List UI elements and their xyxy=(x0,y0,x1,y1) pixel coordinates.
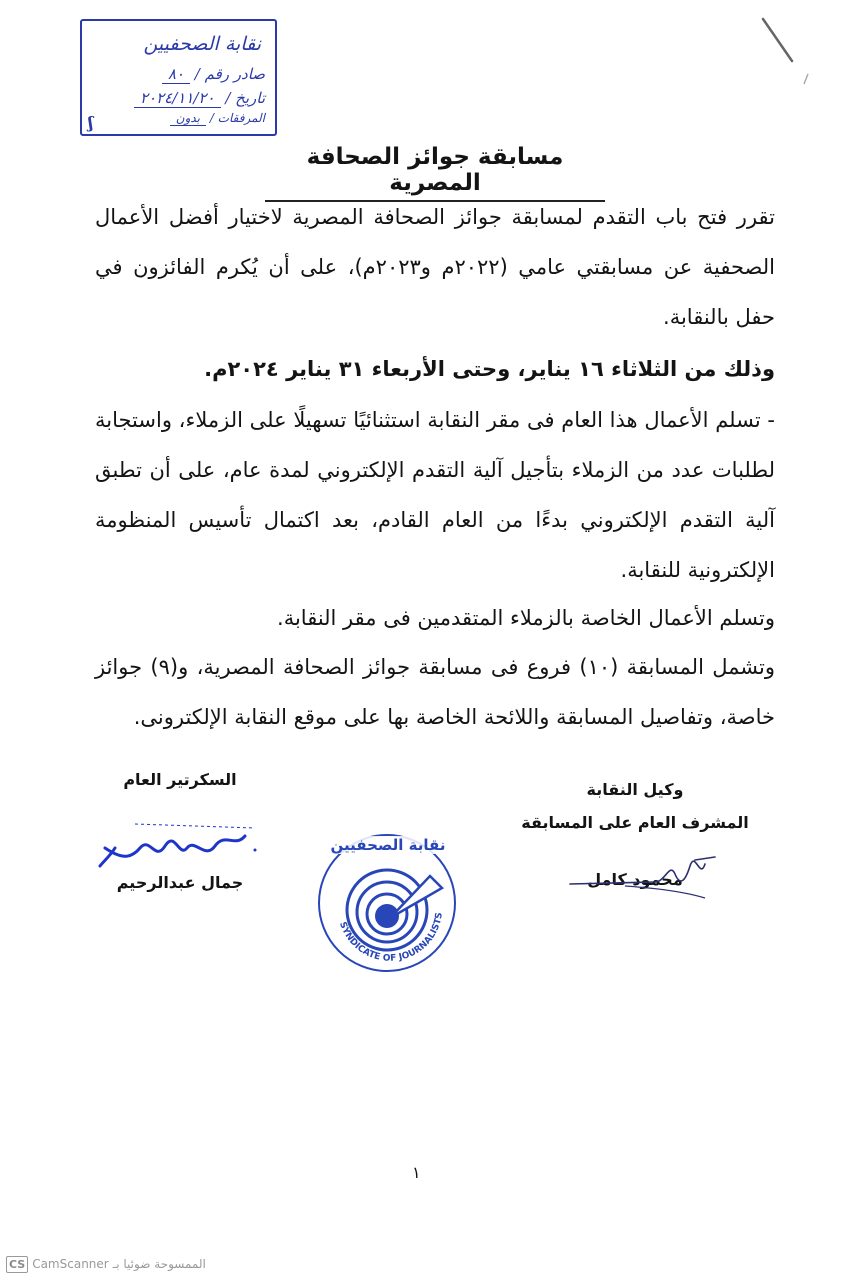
handwritten-signature-deputy xyxy=(565,852,725,902)
reference-stamp xyxy=(80,19,277,136)
paragraph-dates: وذلك من الثلاثاء ١٦ يناير، وحتى الأربعاء ٣١ يناير ٢٠٢٤م. xyxy=(204,357,775,381)
scanner-watermark xyxy=(6,1254,206,1274)
seal-arabic-text: نقابة الصحفيين xyxy=(318,836,458,854)
signatory-role: السكرتير العام xyxy=(123,770,237,789)
signature-block-deputy xyxy=(520,780,750,889)
signatory-name: محمود كامل xyxy=(587,870,683,889)
staple-mark xyxy=(760,16,820,86)
scanner-arabic-caption: الممسوحة ضوئيا بـ xyxy=(112,1257,206,1271)
stamp-date-value: ٢٠٢٤/١١/٢٠ xyxy=(134,89,221,108)
paragraph-announcement: تقرر فتح باب التقدم لمسابقة جوائز الصحافة المصرية لاختيار أفضل الأعمال الصحفية عن مسابقتي عامي (٢٠٢٢م و٢٠٢٣م)، على أن يُكرم الفائزون في حفل بالنقابة. xyxy=(95,205,775,329)
stamp-organization: نقابة الصحفيين xyxy=(143,33,261,55)
paragraph-submission-details: - تسلم الأعمال هذا العام فى مقر النقابة استثنائيًا تسهيلًا على الزملاء، واستجابة لطلبات عدد من الزملاء بتأجيل آلية التقدم الإلكتروني لمدة عام، على أن تطبق آلية التقدم الإلكتروني بدءًا من العام القادم، بعد اكتمال تأسيس المنظومة الإلكترونية للنقابة. xyxy=(95,408,775,582)
stamp-attachments-value: بدون xyxy=(170,111,206,126)
scanner-name: CamScanner xyxy=(32,1257,109,1271)
stamp-issued-number: صادر رقم / ٨٠ xyxy=(162,65,265,83)
signatory-role-line-1: وكيل النقابة xyxy=(586,780,684,799)
document-title: مسابقة جوائز الصحافة المصرية xyxy=(265,144,605,202)
signatory-name: جمال عبدالرحيم xyxy=(116,873,244,892)
stamp-attachments: المرفقات / بدون xyxy=(170,111,265,125)
stamp-ink-mark: ʃ xyxy=(88,113,94,132)
signature-block-secretary xyxy=(95,770,265,892)
page-number: ١ xyxy=(412,1163,421,1182)
stamp-date: تاريخ / ٢٠٢٤/١١/٢٠ xyxy=(134,89,265,107)
seal-english-text: SYNDICATE OF JOURNALISTS xyxy=(337,911,445,964)
stamp-issued-number-value: ٨٠ xyxy=(162,65,190,84)
paragraph-submission-location: وتسلم الأعمال الخاصة بالزملاء المتقدمين فى مقر النقابة. xyxy=(277,606,775,630)
paragraph-competition-branches: وتشمل المسابقة (١٠) فروع فى مسابقة جوائز الصحافة المصرية، و(٩) جوائز خاصة، وتفاصيل المسابقة واللائحة الخاصة بها على موقع النقابة الإلكترونى. xyxy=(95,655,775,729)
handwritten-signature-secretary xyxy=(95,818,265,868)
signatory-role-line-2: المشرف العام على المسابقة xyxy=(521,813,749,832)
camscanner-logo-icon: CS xyxy=(6,1256,28,1273)
